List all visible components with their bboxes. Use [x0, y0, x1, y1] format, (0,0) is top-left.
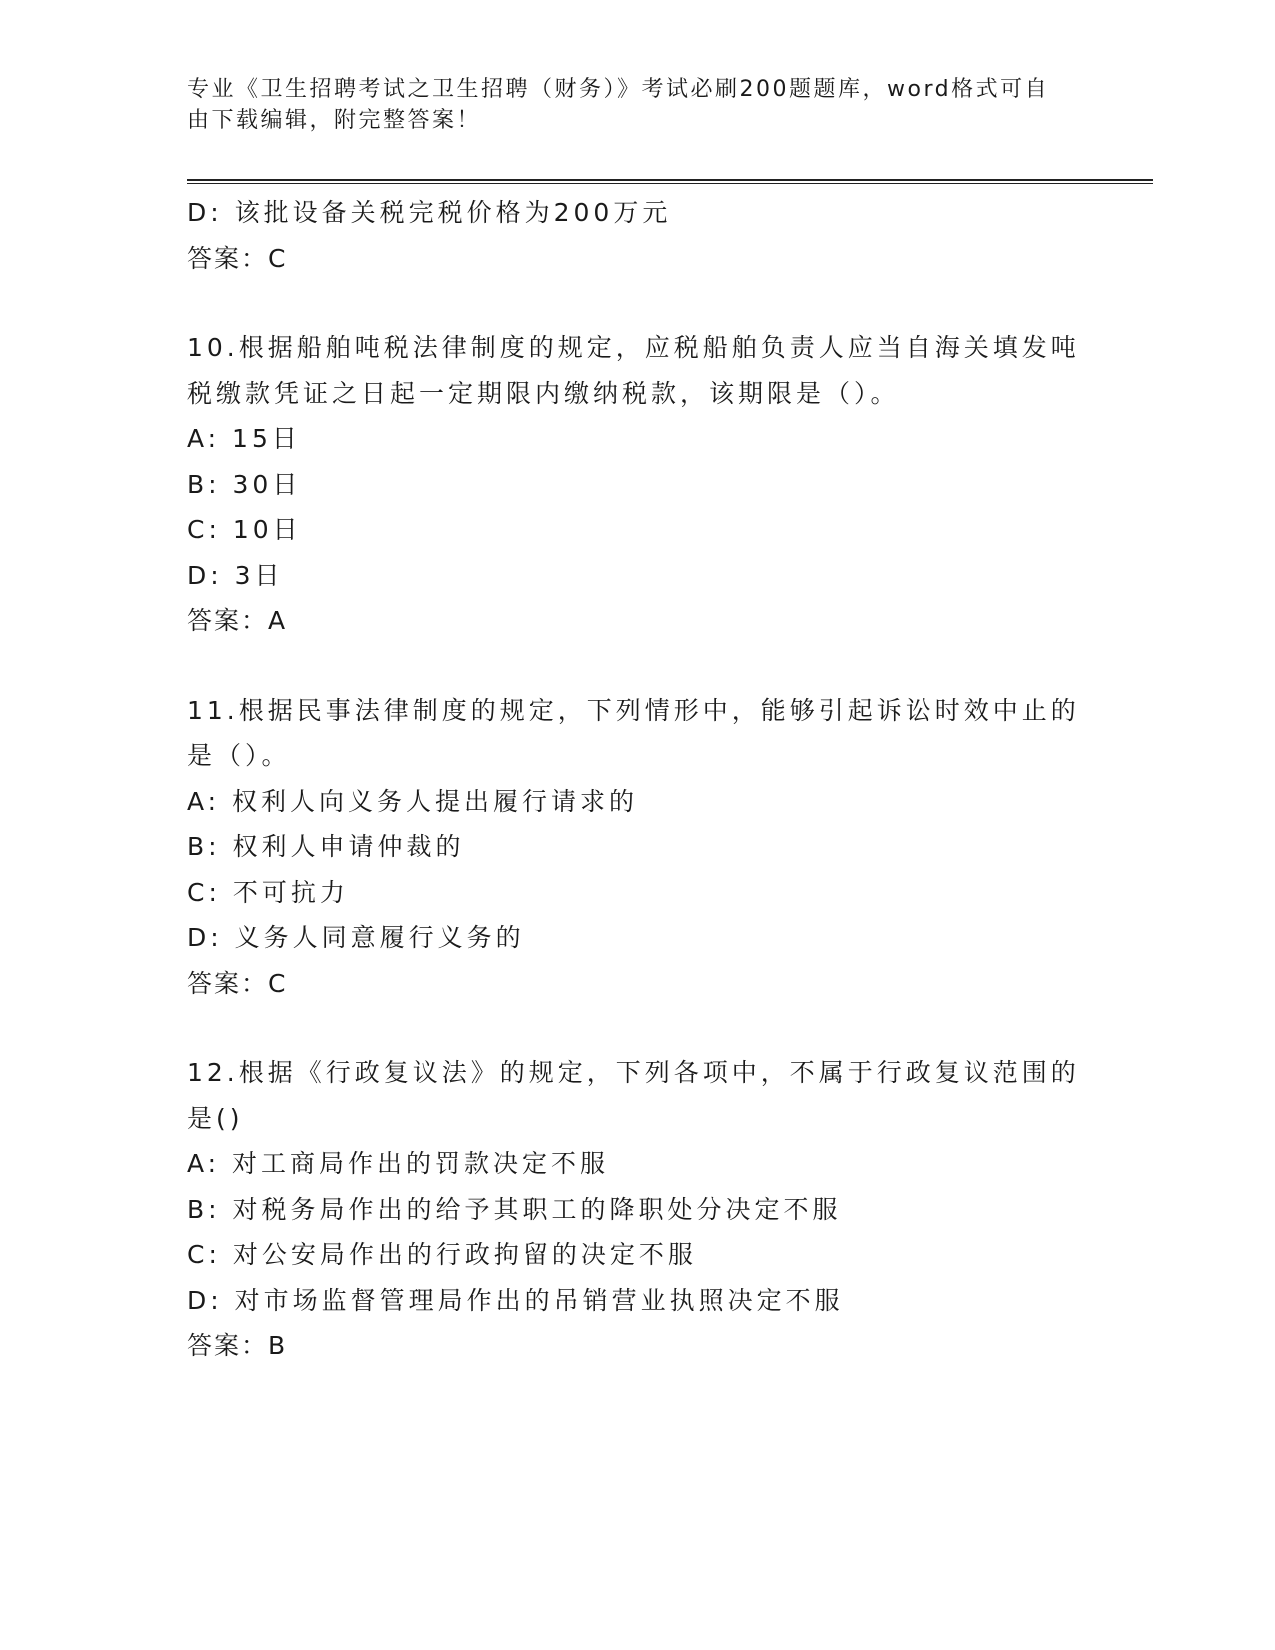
question-text-line: 10.根据船舶吨税法律制度的规定，应税船舶负责人应当自海关填发吨	[187, 333, 1080, 362]
option-d: D: 对市场监督管理局作出的吊销营业执照决定不服	[187, 1285, 844, 1315]
page-header	[187, 74, 1067, 136]
option-b: B: 权利人申请仲裁的	[187, 832, 465, 861]
question-text-line: 11.根据民事法律制度的规定，下列情形中，能够引起诉讼时效中止的	[187, 695, 1080, 725]
option-d: D: 该批设备关税完税价格为200万元	[187, 198, 672, 227]
question-10	[187, 325, 1087, 644]
option-c: C: 不可抗力	[187, 877, 349, 907]
option-d: D: 义务人同意履行义务的	[187, 923, 525, 952]
question-text-line: 是()	[187, 1103, 244, 1133]
question-11	[187, 688, 1087, 1007]
option-d: D: 3日	[187, 560, 284, 590]
option-b: B: 30日	[187, 469, 302, 499]
answer-line: 答案：A	[187, 606, 288, 635]
question-text-line: 税缴款凭证之日起一定期限内缴纳税款，该期限是（）。	[187, 378, 900, 408]
option-a: A: 权利人向义务人提出履行请求的	[187, 786, 639, 816]
option-a: A: 15日	[187, 424, 301, 453]
previous-question-tail	[187, 190, 1087, 281]
document-body	[187, 190, 1087, 1369]
answer-line: 答案：C	[187, 243, 288, 273]
option-c: C: 对公安局作出的行政拘留的决定不服	[187, 1240, 697, 1269]
header-line-2: 由下载编辑，附完整答案！	[187, 108, 482, 133]
option-b: B: 对税务局作出的给予其职工的降职处分决定不服	[187, 1194, 842, 1224]
question-text-line: 12.根据《行政复议法》的规定，下列各项中，不属于行政复议范围的	[187, 1058, 1080, 1087]
header-divider	[187, 179, 1153, 184]
header-line-1: 专业《卫生招聘考试之卫生招聘（财务）》考试必刷200题题库，word格式可自	[187, 77, 1050, 102]
answer-line: 答案：B	[187, 1331, 288, 1360]
answer-line: 答案：C	[187, 968, 288, 998]
option-c: C: 10日	[187, 515, 302, 544]
question-text-line: 是（）。	[187, 741, 291, 770]
question-12	[187, 1050, 1087, 1369]
option-a: A: 对工商局作出的罚款决定不服	[187, 1149, 610, 1178]
